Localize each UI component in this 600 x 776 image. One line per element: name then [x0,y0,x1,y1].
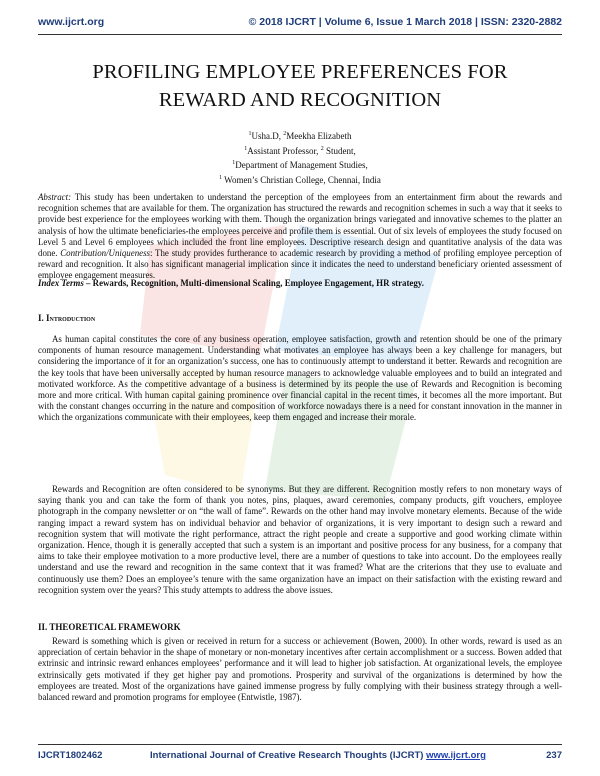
header-site-link[interactable]: www.ijcrt.org [38,16,105,28]
abstract-text: This study has been undertaken to understand the perception of the employees from an entertainment firm about the rewards and recognition schemes that are available for them. The organization has structured the rewards and recognition schemes in such a way that it seeks to provide best experience for the employees working with them. Though the organization brings variegated and innovative schemes to the platter an analysis of how the ultimate beneficiaries-the employees perceive and profile them is essential. Out of six levels of employees the study focused on Level 5 and Level 6 employees which included the front line employees. Descriptive research design and quantitative analysis of the data was done. [38,192,562,259]
paper-title [40,58,560,114]
author-block [100,128,500,186]
index-terms-label: Index Terms [38,278,84,288]
contribution-label: Contribution/Uniqueness [60,248,150,259]
author-names: $^1$Usha.D, $^2$Meekha Elizabeth [248,131,352,141]
contribution-text: : The study provides furtherance to academic research by providing a method of profiling employee perception of reward and recognition. It also has significant managerial implication since it indicates the need to understand beneficiary oriented assessment of employee engagement measures. [38,248,562,281]
title-line-2: REWARD AND RECOGNITION [158,89,442,111]
author-department: $^1$Department of Management Studies, [232,160,368,170]
section-heading-introduction: I. Introduction [38,313,96,323]
header-rule [38,34,562,35]
footer-paper-code: IJCRT1802462 [38,750,103,761]
running-footer [38,750,562,766]
author-college: $^1$ Women’s Christian College, Chennai, India [219,174,381,185]
footer-url-link[interactable]: www.ijcrt.org [426,750,486,761]
footer-journal: International Journal of Creative Research Thoughts (IJCRT) www.ijcrt.org [150,750,486,761]
section-heading-theoretical-framework: II. THEORETICAL FRAMEWORK [38,622,181,632]
intro-paragraph-1: As human capital constitutes the core of any business operation, employee satisfaction, growth and retention should be one of the primary components of human resource management. Understanding what motivates an employee has always been a key challenge for managers, but considering the importance of it for an organization’s success, one has to continuously attempt to understand it better. Rewards and recognition are the key tools that have been universally accepted by human resource managers to acknowledge valuable employees and to build an integrated and motivated workforce. As the competitive advantage of a business is determined by its people the use of Rewards and Recognition is becoming more and more critical. With human capital gaining prominence over financial capital in the recent times, it becomes all the more important. But with the constant changes occurring in the nature and composition of workforce nowadays there is a need for constant innovation in the manner in which the organizations communicate with their employees, keep them engaged and increase their morale. [38,334,562,423]
theory-paragraph-1: Reward is something which is given or received in return for a success or achievement (Bowen, 2000). In other words, reward is used as an appreciation of certain behavior in the shape of monetary or non-monetary incentives after certain accomplishment or a success. Bowen added that extrinsic and intrinsic reward enhances employees’ performance and it will lead to higher job satisfaction. At organizational levels, the employee extrinsically gets motivated if they get higher pay and promotions. Prosperity and survival of the organizations is determined by how the employees are treated. Most of the organizations have gained immense progress by fully complying with their business strategy through a well-balanced reward and promotion programs for employee (Entwistle, 1987). [38,636,562,703]
footer-rule [38,744,562,745]
abstract-label: Abstract: [38,192,72,202]
index-terms-text: – Rewards, Recognition, Multi-dimensional Scaling, Employee Engagement, HR strategy. [83,278,424,288]
footer-page-number: 237 [546,750,562,761]
abstract [38,192,562,282]
intro-paragraph-2: Rewards and Recognition are often considered to be synonyms. But they are different. Recognition mostly refers to non monetary ways of saying thank you and can take the form of thank you notes, pins, plaques, award ceremonies, company products, gift vouchers, employee photograph in the company newsletter or on “the wall of fame”. Rewards on the other hand may involve monetary elements. Because of the wide ranging impact a reward system has on individual behavior and behavior of organizations, it is very important to design such a reward and recognition system that will motivate the right performance, attract the right people and create a supportive and good working climate within organization. Hence, though it is generally accepted that such a system is an important and positive process for any business, for a company that aims to take their employee motivation to a more productive level, there are a number of questions to take into account. Do the employees really understand and use the reward and recognition in the same context that it was framed? What are the criterions that they use to evaluate and continuously use them? Does an employee’s tenure with the same organization have an impact on their satisfaction with the existing reward and recognition system over the years? This study attempts to address the above issues. [38,484,562,595]
title-line-1: PROFILING EMPLOYEE PREFERENCES FOR [92,61,508,83]
header-citation: © 2018 IJCRT | Volume 6, Issue 1 March 2018 | ISSN: 2320-2882 [248,16,562,28]
author-roles: $^1$Assistant Professor, $^2$ Student, [244,145,356,156]
running-header [38,16,562,32]
index-terms [38,278,562,289]
